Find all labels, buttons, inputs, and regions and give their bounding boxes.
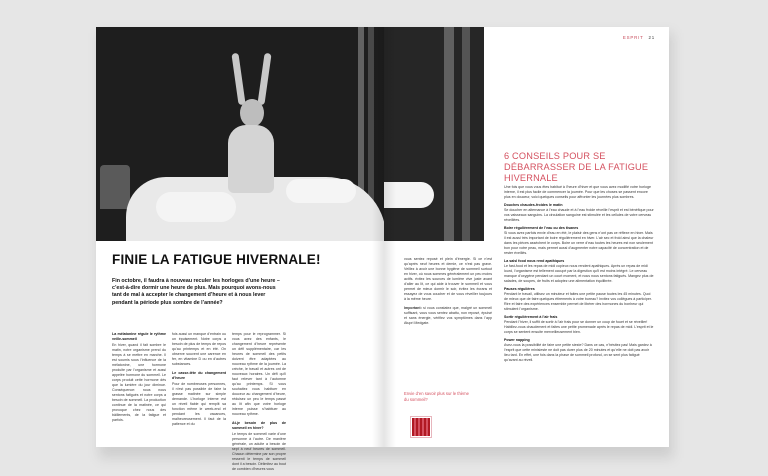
- tip-text: Pendant l’hiver, il suffit de sortir à l’air frais pour se donner un coup de fouet et se réveiller! Habillez-vous chaudement et faites une petite promenade après le repas de midi. L’esprit et le corps se sentent ensuite merveilleusement bien.: [504, 320, 654, 334]
- page-number: 21: [648, 35, 655, 40]
- blanket: [156, 192, 236, 222]
- body-text: fois aussi un manque d’entrain ou un épuisement. Notre corps a besoin de plus de temps de repos qu’au printemps et en été. On observe souvent une carence en fer, en vitamine D ou en d’autres substances.: [172, 332, 226, 366]
- bedroom-photo: [96, 27, 384, 241]
- tip-text: Pendant le travail, utilisez un minuteur et faites une petite pause toutes les 45 minutes. Quoi de mieux que de faire quelques étirements à votre bureau? Invitez vos collègues à participer. Rire et faire des expériences ensemble permet de libérer des hormones du bonheur qui stimulent l’organisme.: [504, 292, 652, 311]
- body-text: vous sentez reposé et plein d’énergie. Si ce n’est qu’après neuf heures et demie, ce n’est pas grave. Veillez à avoir une bonne hygiène de sommeil surtout en hiver, où nous sommes généralement un peu moins actifs. évitez les sources de lumière vive juste avant d’aller au lit, ce qui aide à trouver le sommeil et vous permet de mieux dormir le soir, évitez les écrans et essayez de vous coucher et de vous réveiller toujours à la même heure.: [404, 257, 492, 301]
- body-text: Le temps de sommeil varie d’une personne à l’autre. De manière générale, un adulte a besoin de sept à neuf heures de sommeil. Chacun détermine par son propre ressenti le temps de sommeil dont il a besoin. Délimitez au bout de combien d’heures vous: [232, 432, 286, 471]
- pillow: [286, 179, 356, 203]
- intro-text: Une fois que vous vous êtes habitué à l’heure d’hiver et que vous avez modifié votre horloge interne, il est plus facile de commencer la journée. Pour que les choses se passent encore plus en douceur, voici quelques conseils pour affronter les journées plus sombres.: [504, 185, 652, 199]
- section-heading: Le casse-tête du changement d’heure: [172, 371, 226, 380]
- tip-text: Si vous avez parfois envie d’eau en été, le plaisir des gens n’ont pas ce réflexe en hiver. Mais il est aussi très important de boire régulièrement en hiver. L’air sec et froid ainsi que la chaleur dans les pièces assèchent le corps. Boire un verre d’eau toutes les heures est non seulement bon pour votre peau, mais permet aussi d’augmenter notre capacité de concentration et de rester éveillés.: [504, 231, 654, 255]
- woman-head: [240, 99, 264, 127]
- raised-arm: [257, 53, 271, 105]
- curtain: [444, 27, 454, 241]
- body-text: Pour de nombreuses personnes, il n’est pas possible de faire la grasse matinée sur simple demande. L’horloge interne est un réveil fiable qui remplit sa fonction même le week-end et pendant les vacances, malheureusement. Il faut de la patience et du: [172, 382, 226, 426]
- section-heading: La mélatonine régule le rythme veille-sommeil: [112, 332, 166, 341]
- lead-paragraph: Fin octobre, il faudra à nouveau reculer les horloges d’une heure – c’est-à-dire dormir une heure de plus. Mais pourquoi avons-nous tant de mal à accepter le changement d’heure et à nous lever pendant la période plus sombre de l’année?: [112, 278, 280, 306]
- bedroom-photo-continued: [384, 27, 484, 241]
- tip-heading: Douches chaudes-froides le matin: [504, 203, 563, 207]
- qr-code[interactable]: [412, 418, 430, 436]
- tip-heading: Sortir régulièrement à l’air frais: [504, 315, 558, 319]
- sleep-info-note: Envie d’en savoir plus sur le thème du sommeil?: [404, 391, 469, 402]
- tips-heading: 6 CONSEILS POUR SE DÉBARRASSER DE LA FATIGUE HIVERNALE: [504, 151, 649, 183]
- body-text: temps pour le reprogrammer. Si vous avez des enfants, le changement d’heure représente un défi supplémentaire, car les heures de sommeil des petits doivent être adaptées au nouveau rythme de la journée. La crèche, le travail et autres ont de nouveaux horaires. Un défi qu’il faut relever tant à l’automne qu’au printemps. Si vous souhaitez vous habituer en douceur au changement d’heure, réduisez un peu le temps passé au lit afin que votre horloge interne puisse s’habituer au nouveau rythme.: [232, 332, 286, 416]
- right-page: [384, 27, 669, 447]
- tip-heading: Power napping: [504, 338, 530, 342]
- text-column-1: [112, 332, 166, 427]
- section-heading: At-je besoin de plus de sommeil en hiver?: [232, 421, 286, 430]
- lamp: [100, 165, 130, 209]
- tip-text: Le fast-food et les repas de midi copieux nous rendent apathiques. Après un repas de midi lourd, l’organisme est tellement occupé par la digestion qu’il est moins intégré. Le cerveau manque d’oxygène pendant un court moment, et nous nous sentons fatigués. Mangez plus de salades, de soupes, de fruits et adoptez une alimentation équilibrée.: [504, 264, 654, 283]
- page-header: [623, 35, 655, 40]
- text-column-3: [232, 332, 286, 476]
- tip-heading: Boire régulièrement de l’eau ou des tisanes: [504, 226, 579, 230]
- tip-text: Se doucher en alternance à l’eau chaude et à l’eau froide réveille l’esprit et est bénéfique pour vos vaisseaux sanguins. La circulation sanguine est stimulée et les cellules de votre cerveau réveillées.: [504, 208, 654, 222]
- important-note: [404, 306, 492, 326]
- woman-body: [228, 125, 274, 193]
- important-text: si vous constatez que, malgré un sommeil suffisant, vous vous sentez abattu, non reposé, épuisé et sans énergie, vérifiez vos symptômes dans l’app Atupri Medgate.: [404, 306, 492, 325]
- important-label: Important:: [404, 306, 422, 310]
- page-title: FINIE LA FATIGUE HIVERNALE!: [112, 252, 321, 267]
- tip-heading: Pauses régulières: [504, 287, 535, 291]
- section-name: ESPRIT: [622, 35, 644, 40]
- tip-heading: La saisl food nous rend apathiques: [504, 259, 565, 263]
- body-text: En hiver, quand il fait sombre le matin, notre organisme prend du temps à se mettre en marche. Il est soumis sous l’influence de la mélatonine, une hormone produite par l’organisme et aussi appelée hormone du sommeil. Le corps produit cette hormone dès que la lumière du jour diminue. Conséquence: nous nous sentons fatigués et notre corps a besoin de sommeil. La production continue de la matinée, ce qui provoque chez nous des bâillements, de la fatigue et parfois.: [112, 343, 166, 422]
- raised-arm: [231, 53, 245, 105]
- pillow: [384, 182, 434, 208]
- curtain: [462, 27, 470, 241]
- tip-text: Avez-vous la possibilité de faire une petite sieste? Dans ce cas, n’hésitez pas! Mais gardez à l’esprit que cette minisieste ne doit pas durer plus de 20 minutes et qu’elle ne doit pas avoir lieu tard. En effet, une fois dans la phase de sommeil profond, on se sent plus fatigué qu’avant au réveil.: [504, 343, 652, 362]
- tips-body: [504, 185, 654, 366]
- text-column-4: [404, 257, 492, 330]
- text-column-2: [172, 332, 226, 431]
